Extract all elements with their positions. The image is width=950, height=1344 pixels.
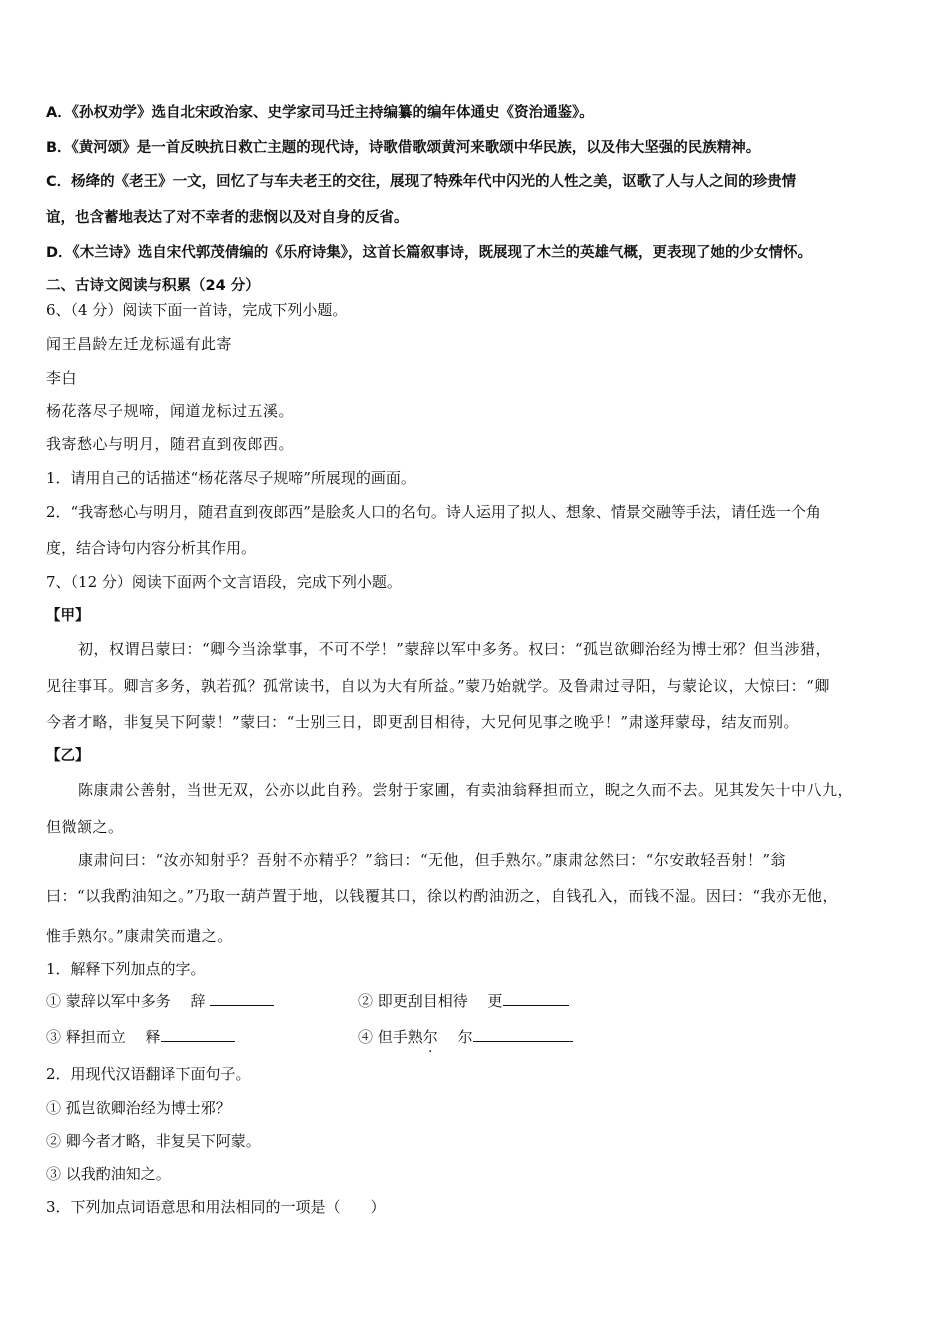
poem-title: 闻王昌龄左迁龙标遥有此寄 — [46, 335, 233, 353]
jia-label: 【甲】 — [46, 608, 90, 624]
translate-1: ① 孤岂欲卿治经为博士邪？ — [46, 1099, 231, 1117]
q6-sub1: 1．请用自己的话描述“杨花落尽子规啼”所展现的画面。 — [46, 469, 416, 487]
jia-line-3: 今者才略，非复吴下阿蒙！”蒙曰：“士别三日，即更刮目相待，大兄何见事之晚乎！”肃遂拜蒙母，结友而别。 — [46, 713, 800, 731]
q6-intro: 6、（4 分）阅读下面一首诗，完成下列小题。 — [46, 301, 348, 319]
jia-line-2: 见往事耳。卿言多务，孰若孤？孤常读书，自以为大有所益。”蒙乃始就学。及鲁肃过寻阳，与蒙论议，大惊曰：“卿 — [46, 677, 830, 695]
q7-sub1: 1．解释下列加点的字。 — [46, 960, 206, 978]
option-c-line2: 谊，也含蓄地表达了对不幸者的悲悯以及对自身的反省。 — [46, 210, 409, 226]
translate-3: ③ 以我酌油知之。 — [46, 1165, 171, 1183]
q6-sub2-line2: 度，结合诗句内容分析其作用。 — [46, 539, 257, 557]
item-3 — [46, 1027, 235, 1047]
section-heading: 二、古诗文阅读与积累（24 分） — [46, 278, 260, 294]
answer-blank-3[interactable] — [161, 1027, 235, 1042]
item-4-text: ④ 但手熟 — [358, 1028, 423, 1046]
translate-2: ② 卿今者才略，非复吴下阿蒙。 — [46, 1132, 261, 1150]
option-c-line1: C．杨绛的《老王》一文，回忆了与车夫老王的交往，展现了特殊年代中闪光的人性之美，讴歌了人与人之间的珍贵情 — [46, 174, 797, 190]
q7-intro: 7、（12 分）阅读下面两个文言语段，完成下列小题。 — [46, 573, 402, 591]
option-b: B．《黄河颂》是一首反映抗日救亡主题的现代诗，诗歌借歌颂黄河来歌颂中华民族，以及伟大坚强的民族精神。 — [46, 140, 761, 156]
answer-blank-4[interactable] — [473, 1027, 573, 1042]
poem-author: 李白 — [46, 369, 78, 387]
item-4-dotted-char: 尔 — [422, 1028, 438, 1046]
answer-blank-1[interactable] — [210, 991, 274, 1006]
yi-p1-line-1: 陈康肃公善射，当世无双，公亦以此自矜。尝射于家圃，有卖油翁释担而立，睨之久而不去。见其发矢十中八九， — [78, 781, 854, 799]
option-d: D．《木兰诗》选自宋代郭茂倩编的《乐府诗集》，这首长篇叙事诗，既展现了木兰的英雄气概，更表现了她的少女情怀。 — [46, 245, 813, 261]
item-2 — [358, 991, 569, 1011]
item-3-text: ③ 释担而立 释 — [46, 1028, 161, 1046]
option-a: A．《孙权劝学》选自北宋政治家、史学家司马迁主持编纂的编年体通史《资治通鉴》。 — [46, 105, 594, 121]
yi-p2-line-3: 惟手熟尔。”康肃笑而遣之。 — [46, 927, 233, 945]
yi-p2-line-1: 康肃问曰：“汝亦知射乎？吾射不亦精乎？”翁曰：“无他，但手熟尔。”康肃忿然曰：“尔安敢轻吾射！”翁 — [78, 851, 787, 869]
q6-sub2-line1: 2．“我寄愁心与明月，随君直到夜郎西”是脍炙人口的名句。诗人运用了拟人、想象、情景交融等手法，请任选一个角 — [46, 503, 821, 521]
q7-sub2: 2．用现代汉语翻译下面句子。 — [46, 1065, 251, 1083]
q7-sub3: 3．下列加点词语意思和用法相同的一项是（ ） — [46, 1198, 386, 1216]
item-2-text: ② 即更刮目相待 更 — [358, 992, 503, 1010]
poem-line-2: 我寄愁心与明月，随君直到夜郎西。 — [46, 435, 295, 453]
yi-p2-line-2: 曰：“以我酌油知之。”乃取一葫芦置于地，以钱覆其口，徐以杓酌油沥之，自钱孔入，而钱不湿。因曰：“我亦无他， — [46, 887, 839, 905]
yi-p1-line-2: 但微颔之。 — [46, 818, 124, 836]
item-1-text: ① 蒙辞以军中多务 辞 — [46, 992, 206, 1010]
yi-label: 【乙】 — [46, 748, 90, 764]
poem-line-1: 杨花落尽子规啼，闻道龙标过五溪。 — [46, 402, 295, 420]
answer-blank-2[interactable] — [503, 991, 569, 1006]
item-4 — [358, 1027, 573, 1047]
item-4-label: 尔 — [437, 1028, 473, 1046]
jia-line-1: 初，权谓吕蒙曰：“卿今当涂掌事，不可不学！”蒙辞以军中多务。权曰：“孤岂欲卿治经为博士邪？但当涉猎， — [78, 640, 832, 658]
item-1 — [46, 991, 274, 1011]
